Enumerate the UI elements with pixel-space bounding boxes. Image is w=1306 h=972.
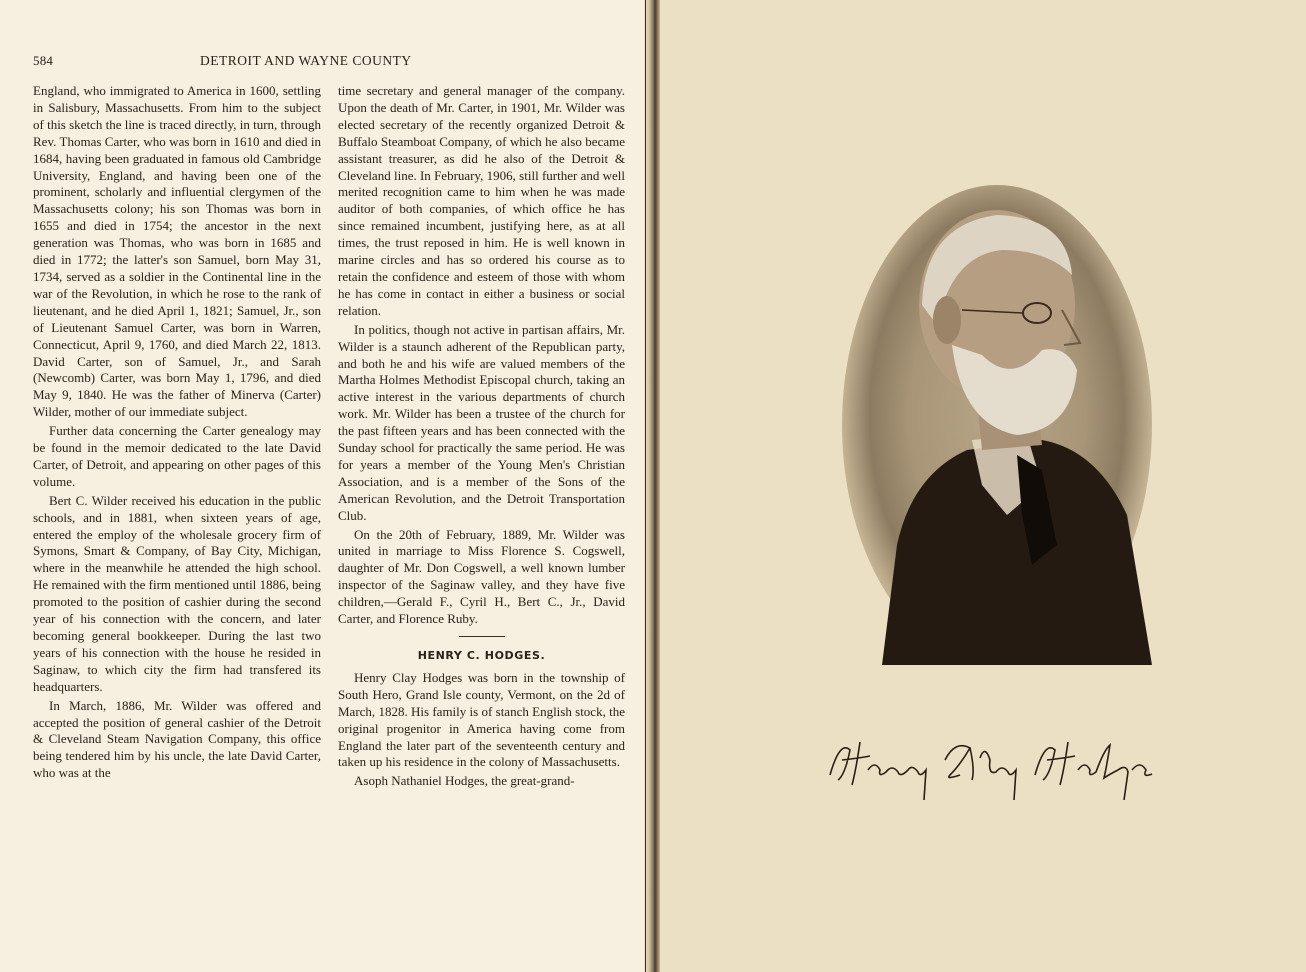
running-head: DETROIT AND WAYNE COUNTY xyxy=(200,53,412,68)
portrait-illustration xyxy=(842,185,1152,665)
portrait-vignette xyxy=(842,185,1152,665)
paragraph: Henry Clay Hodges was born in the township of South Hero, Grand Isle county, Vermont, on the 2d of March, 1828. His family is of stanch English stock, the original progenitor in America having come from England the later part of the seventeenth century and taken up his residence in the colony of Massachusetts. xyxy=(338,669,625,770)
paragraph: England, who immigrated to America in 1600, settling in Salisbury, Massachusetts. From him to the subject of this sketch the line is traced directly, in turn, through Rev. Thomas Carter, who was born in 1610 and died in 1684, having been graduated in famous old Cambridge University, England, and having been one of the prominent, scholarly and influential clergymen of the Massachusetts colony; his son Thomas was born in 1655 and died in 1754; the ancestor in the next generation was Thomas, who was born in 1685 and died in 1772; the latter's son Samuel, born May 31, 1734, served as a soldier in the Continental line in the war of the Revolution, in which he rose to the rank of lieutenant, and he died April 1, 1821; Samuel, Jr., son of Lieutenant Samuel Carter, was born in Warren, Connecticut, April 9, 1760, and died March 22, 1813. David Carter, son of Samuel, Jr., and Sarah (Newcomb) Carter, was born May 1, 1796, and died May 9, 1840. He was the father of Minerva (Carter) Wilder, mother of our immediate subject. xyxy=(33,83,321,420)
section-heading: HENRY C. HODGES. xyxy=(417,649,546,662)
paragraph: Bert C. Wilder received his education in the public schools, and in 1881, when sixteen years of age, entered the employ of the wholesale grocery firm of Symons, Smart & Company, of Bay City, Michigan, where in the meanwhile he attended the high school. He remained with the firm mentioned until 1886, being promoted to the position of cashier during the second year of his connection with the concern, and later becoming general bookkeeper. During the last two years of his connection with the house he resided in Saginaw, to which city the firm had transfered its headquarters. xyxy=(33,492,321,694)
paragraph: In politics, though not active in partisan affairs, Mr. Wilder is a staunch adherent of the Republican party, and both he and his wife are valued members of the Martha Holmes Methodist Episcopal church, taking an active interest in the various departments of church work. Mr. Wilder has been a trustee of the church for the past fifteen years and has been connected with the Sunday school for practically the same period. He was for years a member of the Young Men's Christian Association, and is a member of the Sons of the American Revolution, and the Detroit Transportation Club. xyxy=(338,321,625,523)
ear-shape xyxy=(933,296,961,344)
section-divider xyxy=(459,636,505,637)
signature xyxy=(820,730,1160,800)
signature-stroke-middle xyxy=(945,746,1016,800)
signature-graphic xyxy=(820,730,1160,800)
paragraph: Asoph Nathaniel Hodges, the great-grand- xyxy=(354,773,575,789)
signature-stroke-last xyxy=(1035,742,1152,800)
signature-stroke-first xyxy=(830,742,926,800)
left-page xyxy=(0,0,644,972)
book-gutter xyxy=(644,0,660,972)
paragraph: On the 20th of February, 1889, Mr. Wilder was united in marriage to Miss Florence S. Cogswell, daughter of Mr. Don Cogswell, a well known lumber inspector of the Saginaw valley, and they have five children,—Gerald F., Cyril H., Bert C., Jr., David Carter, and Florence Ruby. xyxy=(338,526,625,627)
page-number: 584 xyxy=(33,53,54,68)
right-page xyxy=(660,0,1306,972)
paragraph: Further data concerning the Carter genealogy may be found in the memoir dedicated to the late David Carter, of Detroit, and appearing on other pages of this volume. xyxy=(33,423,321,489)
text-column-left xyxy=(33,83,321,782)
paragraph: In March, 1886, Mr. Wilder was offered and accepted the position of general cashier of the Detroit & Cleveland Steam Navigation Company, this office being tendered him by his uncle, the late David Carter, who was at the xyxy=(33,697,321,781)
text-column-right xyxy=(338,83,625,790)
paragraph: time secretary and general manager of the company. Upon the death of Mr. Carter, in 1901, Mr. Wilder was elected secretary of the recently organized Detroit & Buffalo Steamboat Company, of which he also became assistant treasurer, as did he also of the Detroit & Cleveland line. In February, 1906, still further and well merited recognition came to him when he was made auditor of both companies, of which office he has since remained incumbent, justifying here, as at all times, the trust reposed in him. He is well known in marine circles and has so ordered his course as to retain the confidence and esteem of those with whom he has come in contact in either a business or social relation. xyxy=(338,83,625,318)
